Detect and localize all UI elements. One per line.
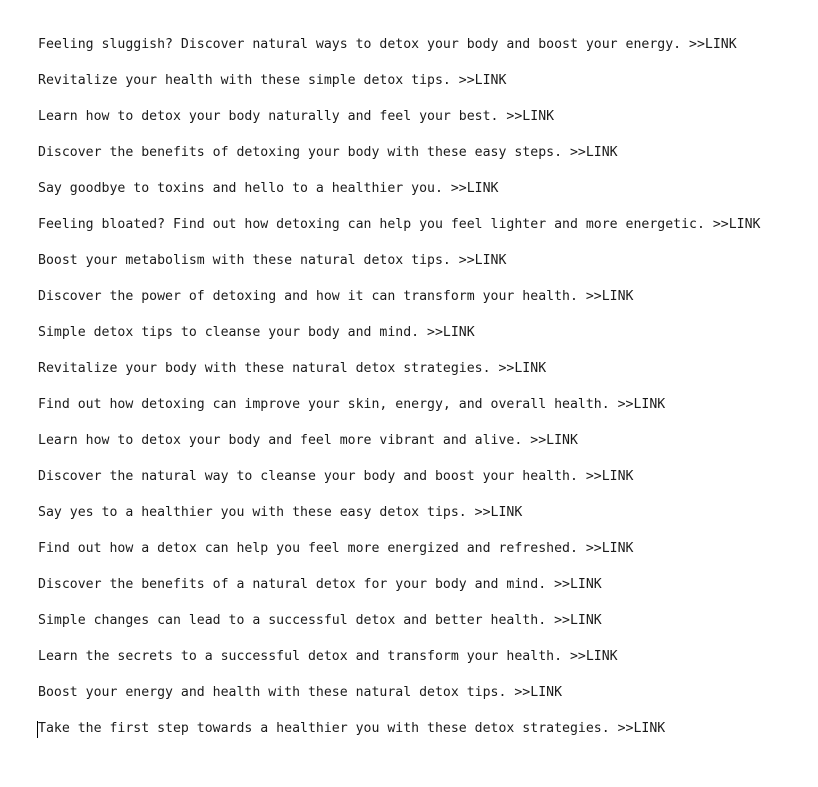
text-line-4[interactable]: Discover the benefits of detoxing your body with these easy steps. >>LINK <box>38 145 618 160</box>
text-line-11[interactable]: Find out how detoxing can improve your skin, energy, and overall health. >>LINK <box>38 397 666 412</box>
text-line-15[interactable]: Find out how a detox can help you feel more energized and refreshed. >>LINK <box>38 541 634 556</box>
text-line-1[interactable]: Feeling sluggish? Discover natural ways to detox your body and boost your energy. >>LINK <box>38 37 737 52</box>
text-line-13[interactable]: Discover the natural way to cleanse your body and boost your health. >>LINK <box>38 469 634 484</box>
text-line-2[interactable]: Revitalize your health with these simple detox tips. >>LINK <box>38 73 507 88</box>
text-line-5[interactable]: Say goodbye to toxins and hello to a healthier you. >>LINK <box>38 181 499 196</box>
text-line-7[interactable]: Boost your metabolism with these natural detox tips. >>LINK <box>38 253 507 268</box>
text-line-19[interactable]: Boost your energy and health with these natural detox tips. >>LINK <box>38 685 563 700</box>
text-caret <box>37 721 38 738</box>
text-line-18[interactable]: Learn the secrets to a successful detox and transform your health. >>LINK <box>38 649 618 664</box>
text-line-9[interactable]: Simple detox tips to cleanse your body and mind. >>LINK <box>38 325 475 340</box>
text-line-20-content: Take the first step towards a healthier you with these detox strategies. >>LINK <box>38 721 666 736</box>
text-line-16[interactable]: Discover the benefits of a natural detox for your body and mind. >>LINK <box>38 577 602 592</box>
text-line-8[interactable]: Discover the power of detoxing and how it can transform your health. >>LINK <box>38 289 634 304</box>
text-line-6[interactable]: Feeling bloated? Find out how detoxing can help you feel lighter and more energetic. >>LINK <box>38 217 761 232</box>
text-line-17[interactable]: Simple changes can lead to a successful detox and better health. >>LINK <box>38 613 602 628</box>
text-line-3[interactable]: Learn how to detox your body naturally and feel your best. >>LINK <box>38 109 555 124</box>
text-line-12[interactable]: Learn how to detox your body and feel more vibrant and alive. >>LINK <box>38 433 578 448</box>
text-line-14[interactable]: Say yes to a healthier you with these easy detox tips. >>LINK <box>38 505 523 520</box>
text-line-10[interactable]: Revitalize your body with these natural detox strategies. >>LINK <box>38 361 547 376</box>
text-line-20[interactable] <box>38 718 818 754</box>
